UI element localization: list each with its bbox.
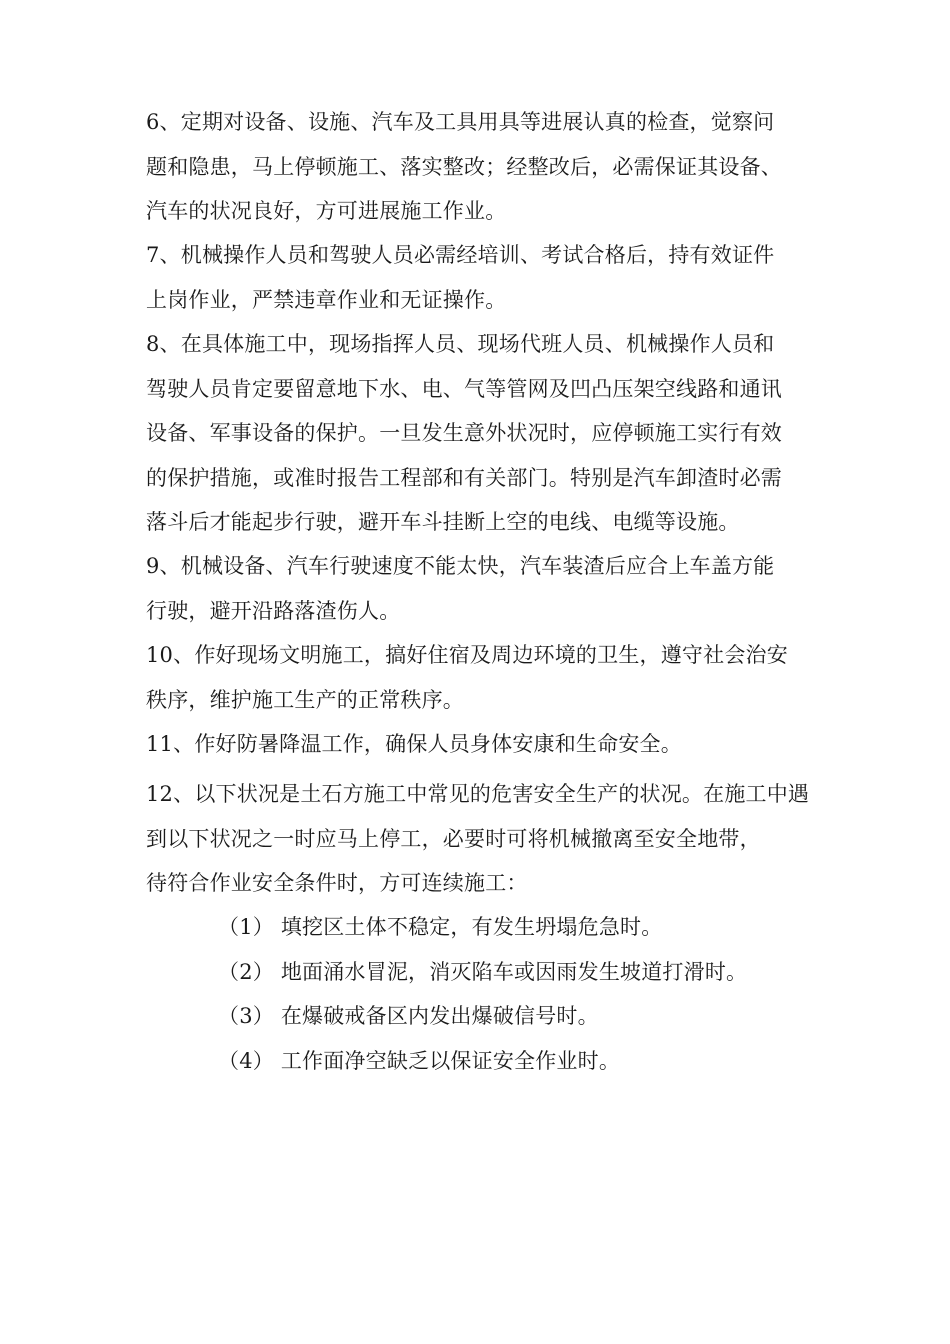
paragraph-line: 汽车的状况良好，方可进展施工作业。 bbox=[146, 199, 507, 223]
paragraph-line: 6、定期对设备、设施、汽车及工具用具等进展认真的检查，觉察问 bbox=[146, 110, 775, 134]
paragraph-line: 9、机械设备、汽车行驶速度不能太快，汽车装渣后应合上车盖方能 bbox=[146, 554, 775, 578]
paragraph-line: 驾驶人员肯定要留意地下水、电、气等管网及凹凸压架空线路和通讯 bbox=[146, 377, 782, 401]
paragraph-line: 7、机械操作人员和驾驶人员必需经培训、考试合格后，持有效证件 bbox=[146, 243, 775, 267]
paragraph-line: 待符合作业安全条件时，方可连续施工： bbox=[146, 871, 528, 895]
list-item: （4） 工作面净空缺乏以保证安全作业时。 bbox=[218, 1049, 621, 1073]
paragraph-line: 题和隐患，马上停顿施工、落实整改；经整改后，必需保证其设备、 bbox=[146, 155, 782, 179]
paragraph-line: 10、作好现场文明施工，搞好住宿及周边环境的卫生，遵守社会治安 bbox=[146, 643, 788, 667]
paragraph-line: 设备、军事设备的保护。一旦发生意外状况时，应停顿施工实行有效 bbox=[146, 421, 782, 445]
paragraph-line: 12、以下状况是土石方施工中常见的危害安全生产的状况。在施工中遇 bbox=[146, 782, 810, 806]
paragraph-line: 的保护措施，或准时报告工程部和有关部门。特别是汽车卸渣时必需 bbox=[146, 466, 782, 490]
paragraph-line: 秩序，维护施工生产的正常秩序。 bbox=[146, 688, 464, 712]
list-item: （1） 填挖区土体不稳定，有发生坍塌危急时。 bbox=[218, 915, 663, 939]
paragraph-line: 8、在具体施工中，现场指挥人员、现场代班人员、机械操作人员和 bbox=[146, 332, 775, 356]
list-item: （2） 地面涌水冒泥，消灭陷车或因雨发生坡道打滑时。 bbox=[218, 960, 748, 984]
paragraph-line: 11、作好防暑降温工作，确保人员身体安康和生命安全。 bbox=[146, 732, 682, 756]
paragraph-line: 到以下状况之一时应马上停工，必要时可将机械撤离至安全地带， bbox=[146, 827, 761, 851]
list-item: （3） 在爆破戒备区内发出爆破信号时。 bbox=[218, 1004, 599, 1028]
paragraph-line: 上岗作业，严禁违章作业和无证操作。 bbox=[146, 288, 507, 312]
paragraph-line: 落斗后才能起步行驶，避开车斗挂断上空的电线、电缆等设施。 bbox=[146, 510, 740, 534]
paragraph-line: 行驶，避开沿路落渣伤人。 bbox=[146, 599, 401, 623]
